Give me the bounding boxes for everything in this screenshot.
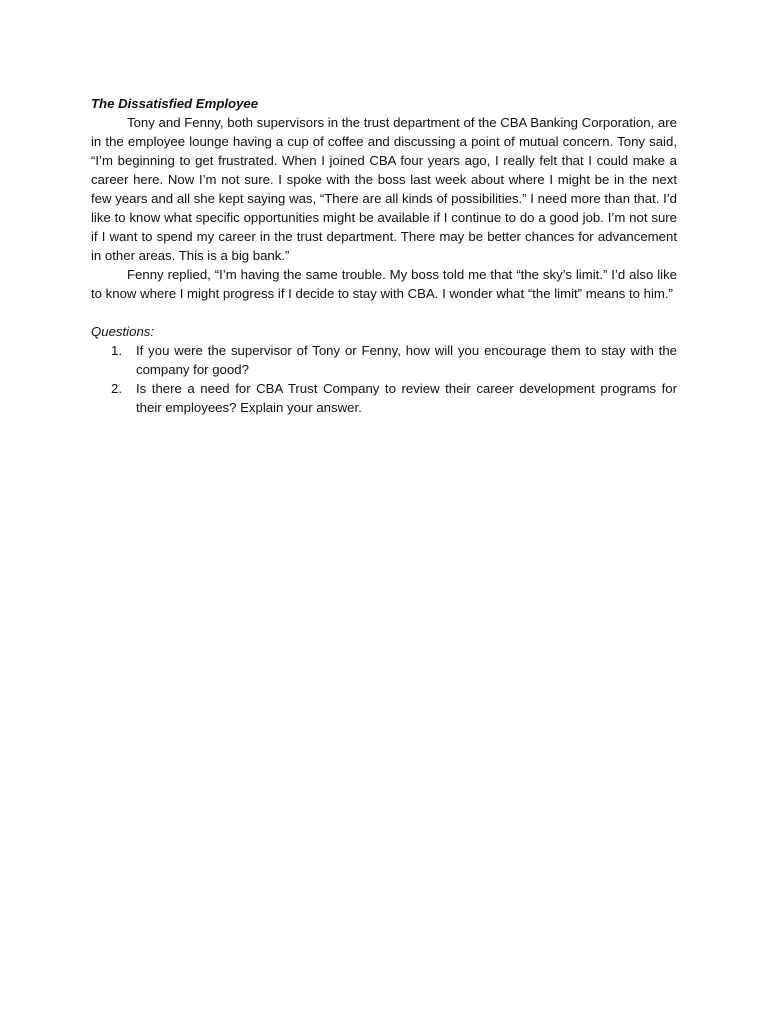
- document-page: [91, 94, 677, 417]
- list-item: [91, 379, 677, 417]
- document-title: The Dissatisfied Employee: [91, 96, 259, 111]
- story-paragraph-1: Tony and Fenny, both supervisors in the trust department of the CBA Banking Corporation, are in the employee lounge having a cup of coffee and discussing a point of mutual concern. Tony said, “I’m beginning to get frustrated. When I joined CBA four years ago, I really felt that I could make a career here. Now I’m not sure. I spoke with the boss last week about where I might be in the next few years and all she kept saying was, “There are all kinds of possibilities.” I need more than that. I’d like to know what specific opportunities might be available if I continue to do a good job. I’m not sure if I want to spend my career in the trust department. There may be better chances for advancement in other areas. This is a big bank.”: [91, 115, 677, 263]
- paragraph-spacer: [91, 303, 677, 322]
- question-text: If you were the supervisor of Tony or Fenny, how will you encourage them to stay with the company for good?: [136, 343, 677, 377]
- story-paragraph-2: Fenny replied, “I’m having the same trouble. My boss told me that “the sky’s limit.” I’d also like to know where I might progress if I decide to stay with CBA. I wonder what “the limit” means to him.”: [91, 267, 677, 301]
- question-text: Is there a need for CBA Trust Company to review their career development programs for their employees? Explain your answer.: [136, 381, 677, 415]
- question-list: [91, 341, 677, 417]
- question-number: 1.: [111, 343, 122, 358]
- question-number: 2.: [111, 381, 122, 396]
- list-item: [91, 341, 677, 379]
- questions-heading: Questions:: [91, 324, 155, 339]
